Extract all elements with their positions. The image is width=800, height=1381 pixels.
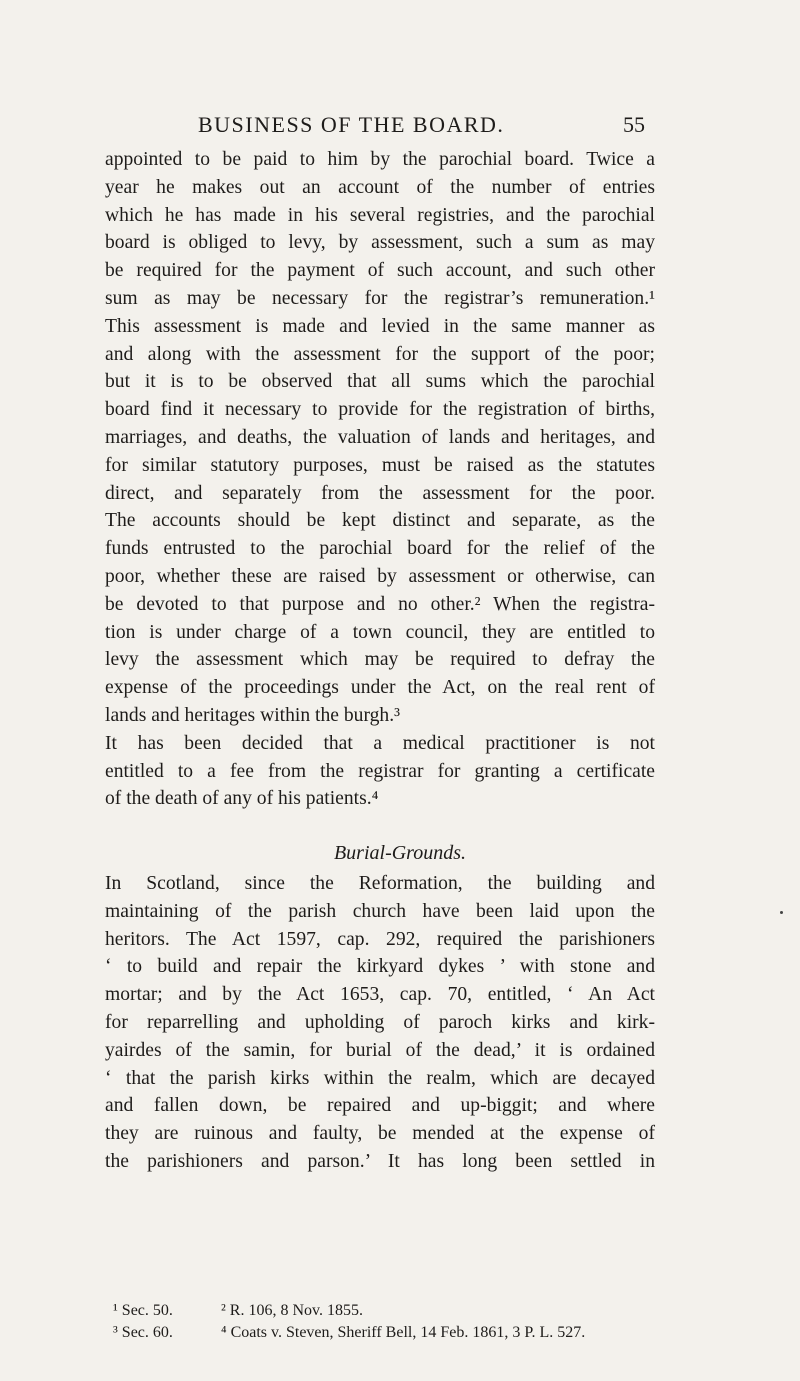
text-line: In Scotland, since the Reformation, the building and [105,873,655,894]
text-line: mortar; and by the Act 1653, cap. 70, entitled, ‘ An Act [105,984,655,1006]
footnote-1: ¹ Sec. 50. [113,1302,173,1319]
text-line: heritors. The Act 1597, cap. 292, required the parishioners [105,928,655,950]
text-line: entitled to a fee from the registrar for granting a certificate [105,760,655,782]
text-line: sum as may be necessary for the registrar’s remuneration.¹ [105,287,655,309]
text-line: expense of the proceedings under the Act, on the real rent of [105,677,655,699]
ink-speck [780,911,783,914]
text-line: ‘ to build and repair the kirkyard dykes ’ with stone and [105,956,655,978]
text-line: The accounts should be kept distinct and separate, as the [105,510,655,532]
text-line: and fallen down, be repaired and up-biggit; and where [105,1095,655,1117]
text-line: board is obliged to levy, by assessment, such a sum as may [105,232,655,254]
text-line: be required for the payment of such account, and such other [105,260,655,282]
text-line: year he makes out an account of the number of entries [105,176,655,198]
text-line: funds entrusted to the parochial board for the relief of the [105,538,655,560]
text-line: lands and heritages within the burgh.³ [105,704,401,726]
text-line: but it is to be observed that all sums which the parochial [105,371,655,393]
text-line: board find it necessary to provide for the registration of births, [105,399,655,421]
footnotes [113,1300,673,1344]
body-text-bottom [105,870,655,1176]
section-heading: Burial-Grounds. [333,842,467,864]
text-line: tion is under charge of a town council, they are entitled to [105,621,655,643]
text-line: the parishioners and parson.’ It has long been settled in [105,1150,655,1172]
footnote-4: ⁴ Coats v. Steven, Sheriff Bell, 14 Feb. 1861, 3 P. L. 527. [221,1324,586,1341]
text-line: for reparrelling and upholding of paroch kirks and kirk- [105,1011,655,1033]
paragraph-registration [105,146,655,730]
text-line: of the death of any of his patients.⁴ [105,788,379,810]
paragraph-burial-grounds [105,870,655,1176]
page-number: 55 [623,112,645,137]
text-line: maintaining of the parish church have been laid upon the [105,900,655,922]
text-line: poor, whether these are raised by assessment or otherwise, can [105,565,655,587]
footnote-2: ² R. 106, 8 Nov. 1855. [221,1302,363,1319]
text-line: direct, and separately from the assessment for the poor. [105,482,655,504]
footnote-3: ³ Sec. 60. [113,1324,173,1341]
body-text-top [105,146,655,813]
running-title: BUSINESS OF THE BOARD. [198,112,505,137]
text-line: marriages, and deaths, the valuation of lands and heritages, and [105,426,655,448]
text-line: they are ruinous and faulty, be mended at the expense of [105,1123,655,1145]
text-line: It has been decided that a medical practitioner is not [105,732,655,754]
text-line: appointed to be paid to him by the parochial board. Twice a [105,149,655,170]
running-header [0,112,800,142]
footnote-row [113,1300,673,1322]
paragraph-medical-practitioner [105,730,655,813]
text-line: ‘ that the parish kirks within the realm, which are decayed [105,1067,655,1089]
text-line: and along with the assessment for the support of the poor; [105,343,655,365]
footnote-row [113,1322,673,1344]
text-line: for similar statutory purposes, must be raised as the statutes [105,454,655,476]
text-line: levy the assessment which may be required to defray the [105,649,655,671]
text-line: This assessment is made and levied in the same manner as [105,315,655,337]
text-line: yairdes of the samin, for burial of the dead,’ it is ordained [105,1039,655,1061]
text-line: which he has made in his several registries, and the parochial [105,204,655,226]
text-line: be devoted to that purpose and no other.² When the registra- [105,593,655,615]
